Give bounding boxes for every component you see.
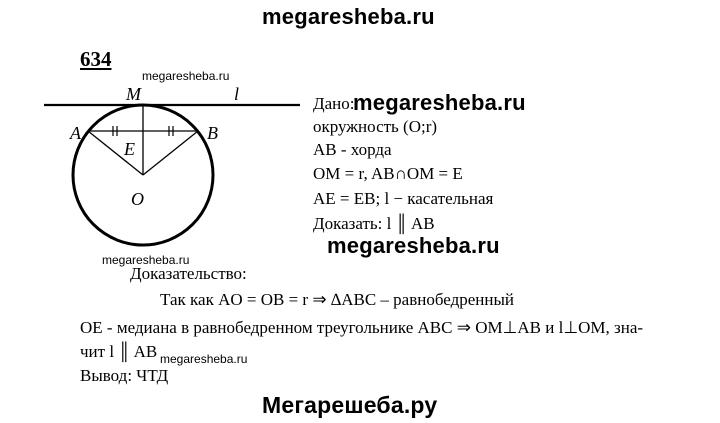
proof-line-2: OE - медиана в равнобедренном треугольнике ABC ⇒ OM⊥AB и l⊥OM, зна- xyxy=(80,318,644,337)
proof-line-3: чит l ║ AB xyxy=(80,342,158,361)
prove-statement: Доказать: l ║ AB xyxy=(313,214,435,233)
watermark-top: megaresheba.ru xyxy=(262,4,435,29)
label-o: O xyxy=(131,189,144,209)
label-b: B xyxy=(207,123,218,143)
given-label: Дано: xyxy=(313,94,355,113)
problem-number: 634 xyxy=(80,47,112,71)
segment-bo xyxy=(143,131,198,175)
label-a: A xyxy=(70,123,81,143)
watermark-given-overlay: megaresheba.ru xyxy=(353,90,526,115)
watermark-small-2: megaresheba.ru xyxy=(102,253,190,267)
label-e: E xyxy=(124,139,135,159)
watermark-bottom: Мегарешеба.ру xyxy=(262,392,438,418)
given-line-1: окружность (O;r) xyxy=(313,117,438,136)
proof-line-1: Так как AO = OB = r ⇒ ∆ABC – равнобедренный xyxy=(160,290,515,309)
watermark-middle: megaresheba.ru xyxy=(327,233,500,258)
geometry-figure xyxy=(0,0,320,260)
given-line-4: AE = EB; l − касательная xyxy=(313,189,494,208)
proof-conclusion: Вывод: ЧТД xyxy=(80,366,169,385)
label-l: l xyxy=(234,84,240,104)
watermark-small-1: megaresheba.ru xyxy=(142,69,230,83)
given-line-2: AB - хорда xyxy=(313,140,392,159)
label-m: M xyxy=(126,84,141,104)
watermark-small-3: megaresheba.ru xyxy=(160,352,248,366)
proof-heading: Доказательство: xyxy=(130,264,247,283)
given-line-3: OM = r, AB∩OM = E xyxy=(313,164,463,183)
